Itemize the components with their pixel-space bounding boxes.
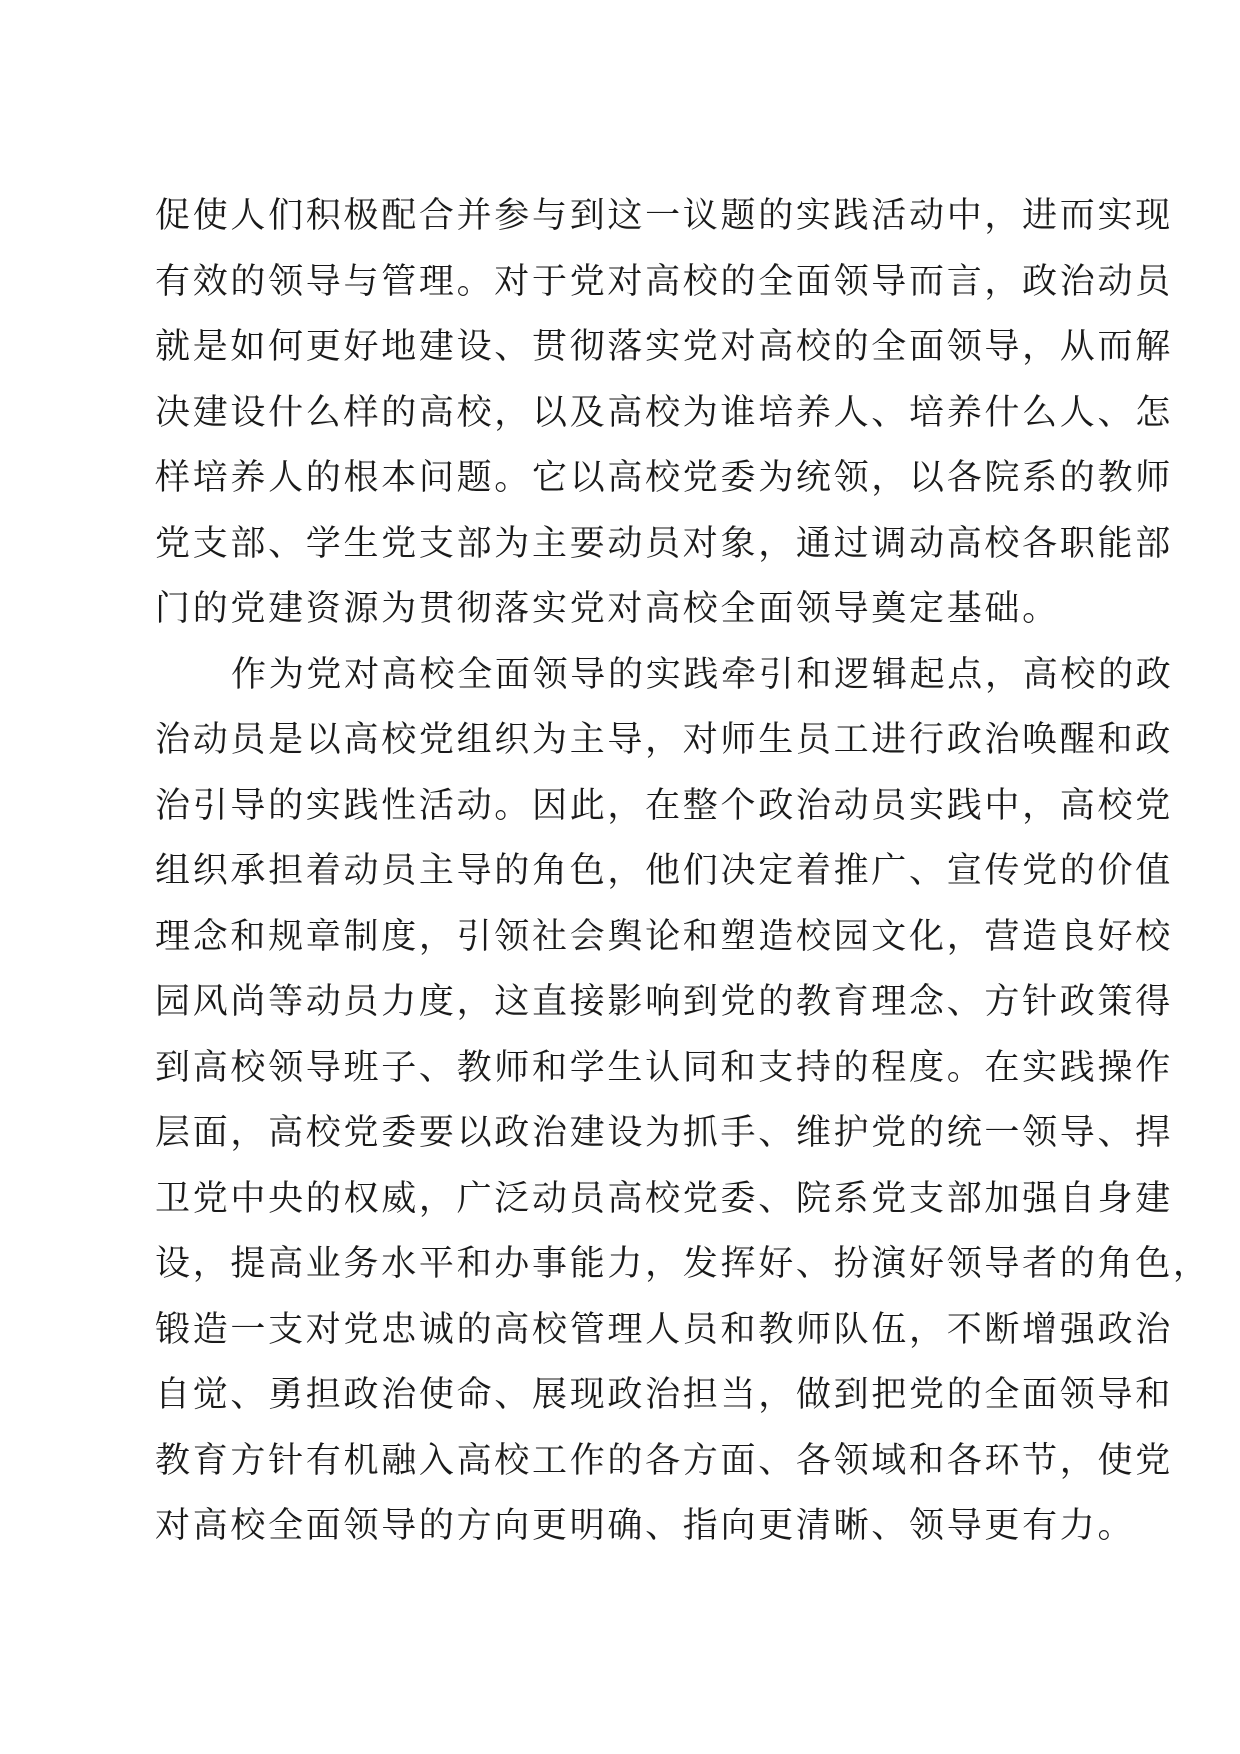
text-line: 卫党中央的权威，广泛动员高校党委、院系党支部加强自身建 [155, 1178, 1173, 1219]
text-line-indented: 作为党对高校全面领导的实践牵引和逻辑起点，高校的政 [231, 654, 1174, 695]
text-line: 到高校领导班子、教师和学生认同和支持的程度。在实践操作 [155, 1047, 1173, 1088]
paragraph-1 [155, 184, 1173, 643]
text-line: 门的党建资源为贯彻落实党对高校全面领导奠定基础。 [155, 589, 1060, 629]
text-line: 教育方针有机融入高校工作的各方面、各领域和各环节，使党 [155, 1440, 1173, 1481]
text-line: 有效的领导与管理。对于党对高校的全面领导而言，政治动员 [155, 261, 1173, 302]
text-line: 对高校全面领导的方向更明确、指向更清晰、领导更有力。 [155, 1506, 1136, 1546]
body-text [155, 184, 1211, 1560]
text-line: 锻造一支对党忠诚的高校管理人员和教师队伍，不断增强政治 [155, 1309, 1173, 1350]
text-line: 就是如何更好地建设、贯彻落实党对高校的全面领导，从而解 [155, 327, 1173, 367]
text-line: 自觉、勇担政治使命、展现政治担当，做到把党的全面领导和 [155, 1375, 1173, 1415]
text-line: 设，提高业务水平和办事能力，发挥好、扮演好领导者的角色， [155, 1244, 1211, 1284]
text-line: 促使人们积极配合并参与到这一议题的实践活动中，进而实现 [155, 196, 1173, 236]
text-line: 治动员是以高校党组织为主导，对师生员工进行政治唤醒和政 [155, 720, 1173, 760]
text-line: 理念和规章制度，引领社会舆论和塑造校园文化，营造良好校 [155, 916, 1173, 957]
paragraph-2 [155, 643, 1211, 1560]
text-line: 党支部、学生党支部为主要动员对象，通过调动高校各职能部 [155, 523, 1173, 564]
text-line: 决建设什么样的高校，以及高校为谁培养人、培养什么人、怎 [155, 392, 1173, 433]
text-line: 治引导的实践性活动。因此，在整个政治动员实践中，高校党 [155, 785, 1173, 826]
text-line: 层面，高校党委要以政治建设为抓手、维护党的统一领导、捍 [155, 1113, 1173, 1153]
text-line: 园风尚等动员力度，这直接影响到党的教育理念、方针政策得 [155, 982, 1173, 1022]
text-line: 样培养人的根本问题。它以高校党委为统领，以各院系的教师 [155, 458, 1173, 498]
text-line: 组织承担着动员主导的角色，他们决定着推广、宣传党的价值 [155, 851, 1173, 891]
